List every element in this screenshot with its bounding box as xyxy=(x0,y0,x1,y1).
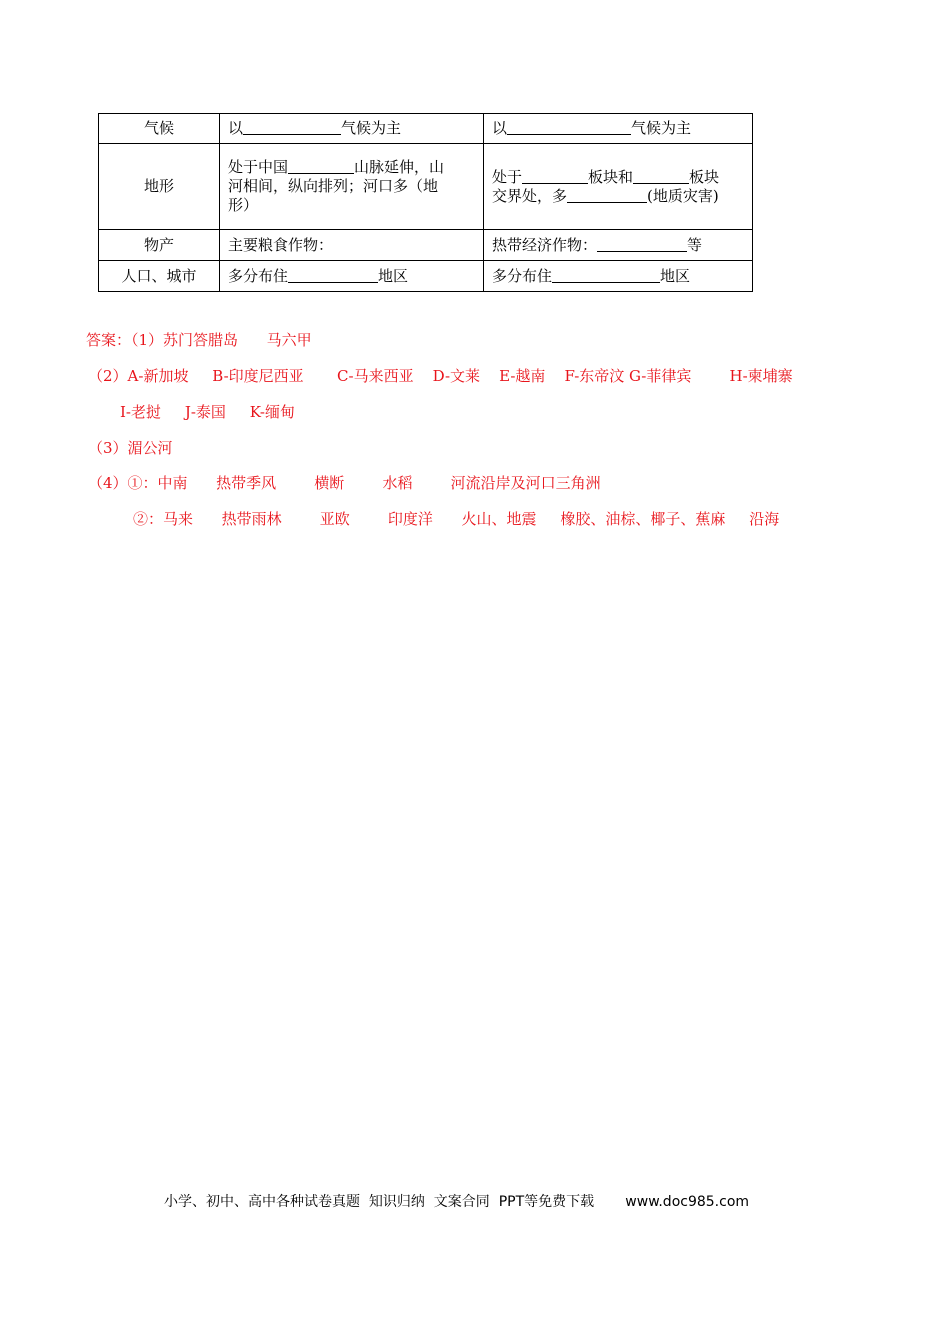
fill-blank xyxy=(552,267,660,283)
page-footer: 小学、初中、高中各种试卷真题 知识归纳 文案合同 PPT等免费下载 www.doc985.com xyxy=(164,1194,750,1210)
answer-line-2: （2）A-新加坡 B-印度尼西亚 C-马来西亚 D-文莱 E-越南 F-东帝汶 G-菲律宾 H-柬埔寨 xyxy=(88,367,793,385)
fill-blank xyxy=(567,187,647,203)
row-header: 气候 xyxy=(99,114,220,144)
fill-blank xyxy=(288,267,378,283)
table-row xyxy=(99,114,753,144)
answer-line-6: ②：马来 热带雨林 亚欧 印度洋 火山、地震 橡胶、油棕、椰子、蕉麻 沿海 xyxy=(133,510,780,528)
fill-blank xyxy=(507,119,631,135)
answer-line-4: （3）湄公河 xyxy=(88,439,173,457)
table-row xyxy=(99,144,753,230)
fill-blank xyxy=(522,168,588,184)
table-cell: 多分布住 地区 xyxy=(220,261,484,292)
table-cell: 热带经济作物： 等 xyxy=(484,230,753,261)
table-row xyxy=(99,261,753,292)
table-cell: 以 气候为主 xyxy=(220,114,484,144)
answer-line-3: I-老挝 J-泰国 K-缅甸 xyxy=(120,403,295,421)
comparison-table xyxy=(98,113,753,292)
answer-line-1: 答案：（1）苏门答腊岛 马六甲 xyxy=(86,331,312,349)
fill-blank xyxy=(288,158,354,174)
table-row xyxy=(99,230,753,261)
row-header: 地形 xyxy=(99,144,220,230)
fill-blank xyxy=(243,119,341,135)
row-header: 人口、城市 xyxy=(99,261,220,292)
table-cell: 处于中国 山脉延伸，山 河相间，纵向排列；河口多（地 形） xyxy=(220,144,484,230)
row-header: 物产 xyxy=(99,230,220,261)
fill-blank xyxy=(633,168,689,184)
table-cell: 多分布住 地区 xyxy=(484,261,753,292)
table-cell: 以 气候为主 xyxy=(484,114,753,144)
fill-blank xyxy=(597,236,687,252)
table-cell: 主要粮食作物： xyxy=(220,230,484,261)
table-cell: 处于 板块和 板块 交界处，多 (地质灾害) xyxy=(484,144,753,230)
answer-line-5: （4）①：中南 热带季风 横断 水稻 河流沿岸及河口三角洲 xyxy=(88,474,601,492)
